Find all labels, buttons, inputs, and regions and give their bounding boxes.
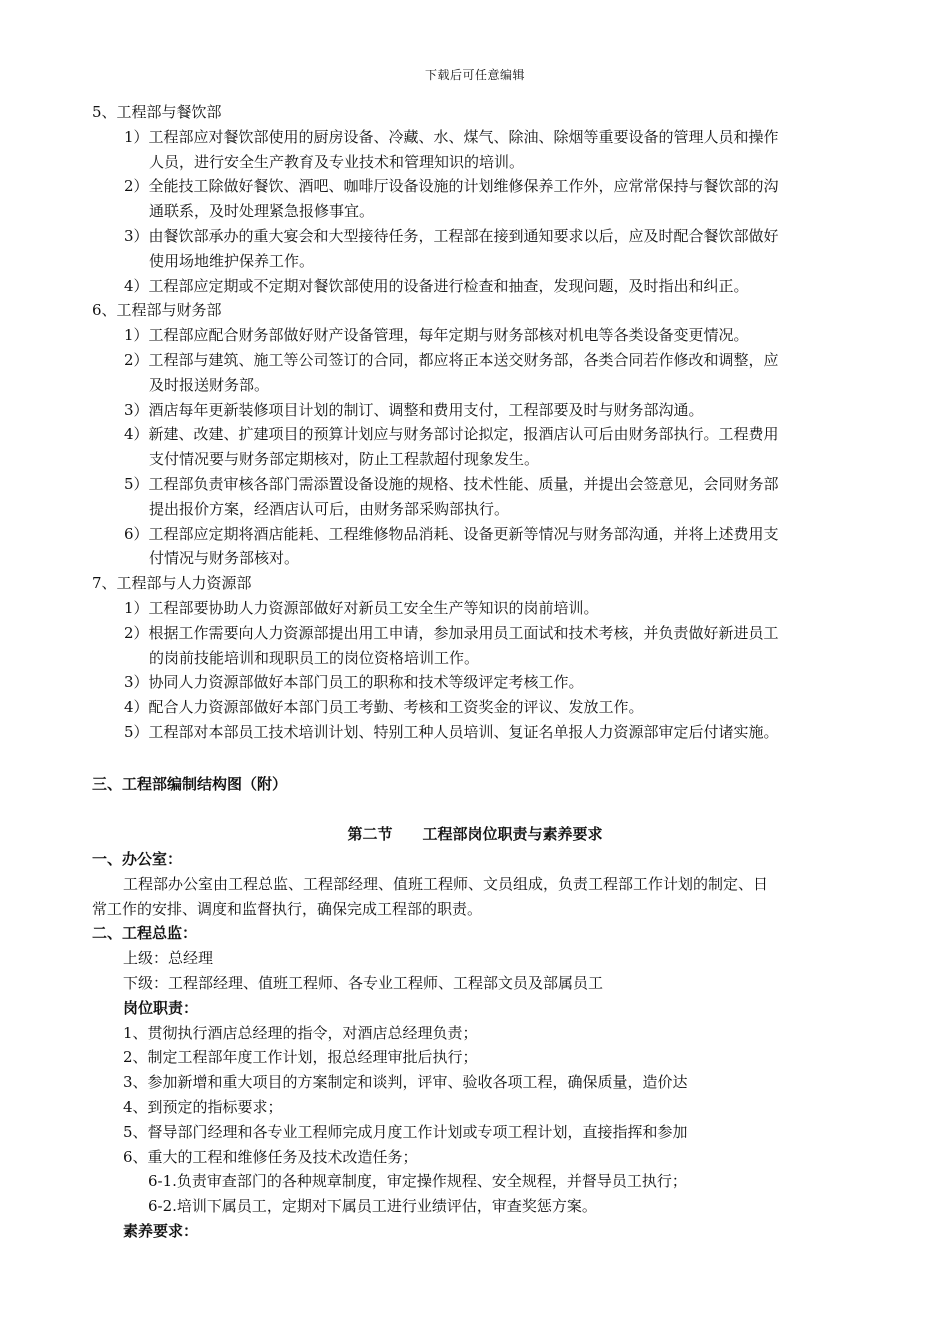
text-line: 6、工程部与财务部 <box>92 301 222 320</box>
text-line: 通联系，及时处理紧急报修事宜。 <box>149 202 375 221</box>
text-line: 付情况与财务部核对。 <box>149 549 300 568</box>
text-line: 2）全能技工除做好餐饮、酒吧、咖啡厅设备设施的计划维修保养工作外，应常常保持与餐饮部的沟 <box>124 177 779 196</box>
text-line: 3、参加新增和重大项目的方案制定和谈判，评审、验收各项工程，确保质量，造价达 <box>123 1073 688 1092</box>
text-line: 6）工程部应定期将酒店能耗、工程维修物品消耗、设备更新等情况与财务部沟通，并将上述费用支 <box>124 524 779 543</box>
text-line: 素养要求： <box>123 1221 199 1240</box>
text-line: 工程部办公室由工程总监、工程部经理、值班工程师、文员组成，负责工程部工作计划的制定、日 <box>123 874 769 893</box>
text-line: 2）根据工作需要向人力资源部提出用工申请，参加录用员工面试和技术考核，并负责做好新进员工 <box>124 623 779 642</box>
section-heading: 三、工程部编制结构图（附） <box>92 775 288 793</box>
text-line: 1）工程部应对餐饮部使用的厨房设备、冷藏、水、煤气、除油、除烟等重要设备的管理人员和操作 <box>124 127 779 146</box>
text-line: 1）工程部应配合财务部做好财产设备管理，每年定期与财务部核对机电等各类设备变更情况。 <box>124 326 749 345</box>
text-line: 一、办公室： <box>92 850 183 868</box>
text-line: 5）工程部对本部员工技术培训计划、特别工种人员培训、复证名单报人力资源部审定后付诸实施。 <box>124 722 779 741</box>
text-line: 2）工程部与建筑、施工等公司签订的合同，都应将正本送交财务部，各类合同若作修改和调整，应 <box>124 350 779 369</box>
text-line: 1）工程部要协助人力资源部做好对新员工安全生产等知识的岗前培训。 <box>124 598 599 617</box>
text-line: 7、工程部与人力资源部 <box>92 574 252 593</box>
chapter-name: 工程部岗位职责与素养要求 <box>422 825 603 843</box>
chapter-number: 第二节 <box>347 825 393 843</box>
page-header: 下载后可任意编辑 <box>424 68 525 82</box>
text-line: 支付情况要与财务部定期核对，防止工程款超付现象发生。 <box>149 450 540 469</box>
text-line: 5）工程部负责审核各部门需添置设备设施的规格、技术性能、质量，并提出会签意见，会同财务部 <box>124 474 779 493</box>
text-line: 6、重大的工程和维修任务及技术改造任务； <box>123 1147 418 1166</box>
text-line: 及时报送财务部。 <box>149 375 270 394</box>
text-line: 4）配合人力资源部做好本部门员工考勤、考核和工资奖金的评议、发放工作。 <box>124 698 644 717</box>
text-line: 4）工程部应定期或不定期对餐饮部使用的设备进行检查和抽查，发现问题，及时指出和纠正。 <box>124 276 749 295</box>
text-line: 2、制定工程部年度工作计划，报总经理审批后执行； <box>123 1048 478 1067</box>
job-duties-section <box>92 847 862 1244</box>
text-line: 3）酒店每年更新装修项目计划的制订、调整和费用支付，工程部要及时与财务部沟通。 <box>124 400 704 419</box>
text-line: 5、工程部与餐饮部 <box>92 103 222 121</box>
text-line: 5、督导部门经理和各专业工程师完成月度工作计划或专项工程计划，直接指挥和参加 <box>123 1122 688 1141</box>
chapter-title <box>0 823 950 844</box>
text-line: 1、贯彻执行酒店总经理的指令，对酒店总经理负责； <box>123 1023 478 1042</box>
text-line: 岗位职责： <box>123 998 199 1017</box>
text-line: 6-2.培训下属员工，定期对下属员工进行业绩评估，审查奖惩方案。 <box>148 1197 597 1216</box>
text-line: 3）由餐饮部承办的重大宴会和大型接待任务，工程部在接到通知要求以后，应及时配合餐饮部做好 <box>124 226 779 245</box>
text-line: 人员，进行安全生产教育及专业技术和管理知识的培训。 <box>149 152 525 171</box>
department-relations-section <box>92 100 862 745</box>
text-line: 提出报价方案，经酒店认可后，由财务部采购部执行。 <box>149 499 510 518</box>
text-line: 的岗前技能培训和现职员工的岗位资格培训工作。 <box>149 648 480 667</box>
text-line: 4）新建、改建、扩建项目的预算计划应与财务部讨论拟定，报酒店认可后由财务部执行。工程费用 <box>124 425 779 444</box>
text-line: 6-1.负责审查部门的各种规章制度，审定操作规程、安全规程，并督导员工执行； <box>148 1172 687 1191</box>
text-line: 使用场地维护保养工作。 <box>149 251 315 270</box>
text-line: 4、到预定的指标要求； <box>123 1097 283 1116</box>
text-line: 二、工程总监： <box>92 924 198 943</box>
text-line: 常工作的安排、调度和监督执行，确保完成工程部的职责。 <box>92 899 483 918</box>
text-line: 下级：工程部经理、值班工程师、各专业工程师、工程部文员及部属员工 <box>123 973 604 992</box>
text-line: 3）协同人力资源部做好本部门员工的职称和技术等级评定考核工作。 <box>124 673 584 692</box>
text-line: 上级：总经理 <box>123 949 214 968</box>
